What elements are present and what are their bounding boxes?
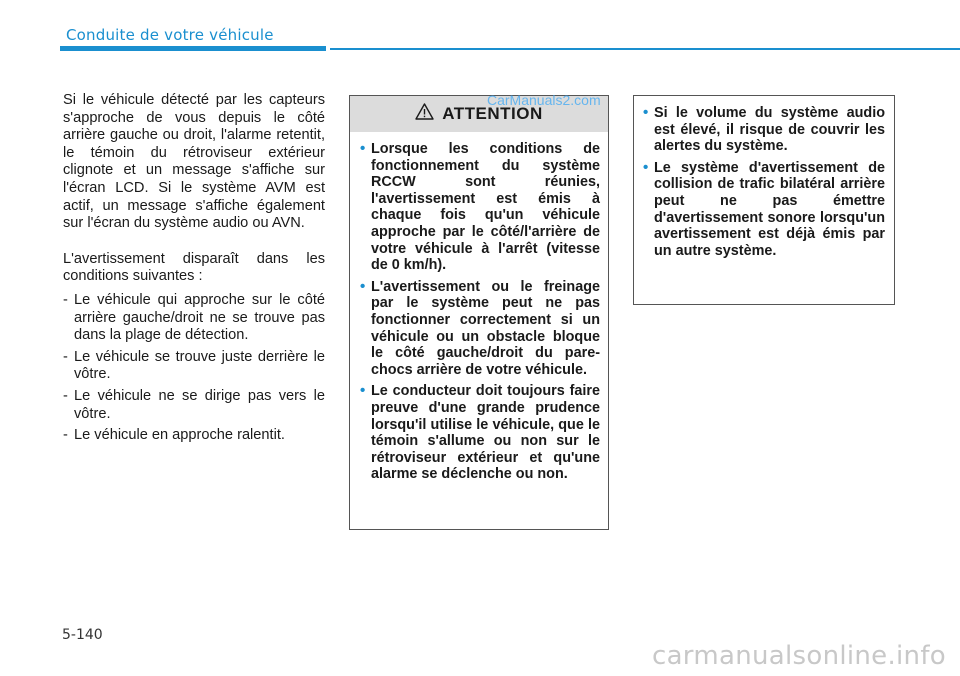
attention-item-text: Lorsque les conditions de fonctionnement du système RCCW sont réunies, l'avertissement est émis à chaque fois qu'un véhicule approche par le côté/l'arrière de votre véhicule à l'arrêt (vitesse de 0 km/h). xyxy=(371,141,600,274)
list-item xyxy=(360,141,600,274)
info-item-text: Le système d'avertissement de collision de trafic bilatéral arrière peut ne pas émettre d'avertissement sonore lorsqu'un avertissement est déjà émis par un autre système. xyxy=(654,159,885,259)
attention-title: ATTENTION xyxy=(442,104,543,123)
bullet-icon: • xyxy=(360,140,366,157)
conditions-list xyxy=(63,292,325,445)
list-item xyxy=(643,105,885,155)
bullet-icon: • xyxy=(643,158,649,176)
list-item: - Le véhicule en approche ralentit. xyxy=(63,427,325,445)
attention-item-text: Le conducteur doit toujours faire preuve d'une grande prudence lorsqu'il utilise le véhicule, que le témoin s'allume ou non sur le rétroviseur extérieur et qu'une alarme se déclenche ou non. xyxy=(371,383,600,483)
overlay-watermark: CarManuals2.com xyxy=(487,92,601,108)
list-item: - Le véhicule se trouve juste derrière le vôtre. xyxy=(63,349,325,384)
info-box xyxy=(633,95,895,305)
bullet-icon: • xyxy=(360,382,366,400)
list-item xyxy=(360,383,600,483)
list-item: - Le véhicule ne se dirige pas vers le vôtre. xyxy=(63,388,325,423)
page-number: 5-140 xyxy=(62,627,103,643)
intro-paragraph: Si le véhicule détecté par les capteurs s'approche de vous depuis le côté arrière gauche ou droit, l'alarme retentit, le témoin du rétroviseur extérieur clignote et un message s'affiche sur l'écran LCD. Si le système AVM est actif, un message s'affiche également sur l'écran du système audio ou AVN. xyxy=(63,92,325,232)
attention-list xyxy=(360,141,600,483)
attention-box xyxy=(349,95,609,530)
attention-item-text: L'avertissement ou le freinage par le système peut ne pas fonctionner correctement si un véhicule ou un obstacle bloque le côté gauche/droit du pare-chocs arrière de votre véhicule. xyxy=(371,278,600,378)
bullet-icon: • xyxy=(360,277,366,295)
header-rule-thin xyxy=(330,48,960,50)
list-item xyxy=(643,160,885,260)
list-item xyxy=(360,279,600,379)
info-list xyxy=(643,105,885,259)
list-item: - Le véhicule qui approche sur le côté arrière gauche/droit ne se trouve pas dans la plage de détection. xyxy=(63,292,325,345)
footer-watermark: carmanualsonline.info xyxy=(651,641,946,671)
header-rule-thick xyxy=(60,46,326,51)
left-column xyxy=(63,92,325,449)
bullet-icon: • xyxy=(643,104,649,121)
warning-triangle-icon xyxy=(415,103,434,125)
section-title: Conduite de votre véhicule xyxy=(66,26,274,44)
conditions-intro: L'avertissement disparaît dans les conditions suivantes : xyxy=(63,250,325,285)
info-item-text: Si le volume du système audio est élevé, il risque de couvrir les alertes du système. xyxy=(654,105,885,155)
